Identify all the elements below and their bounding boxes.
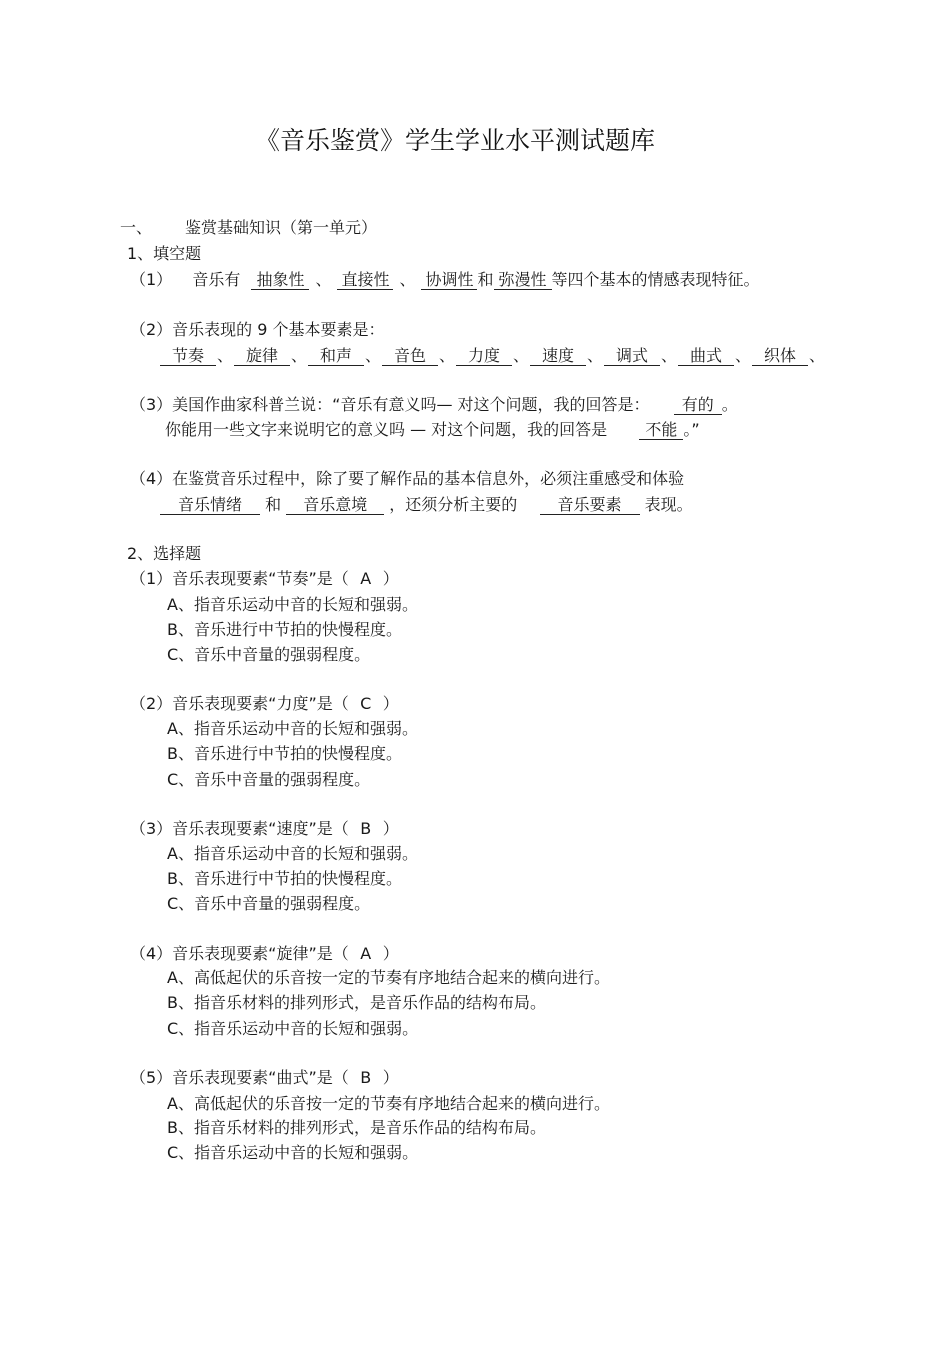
q3-line1-end: 。 bbox=[721, 395, 738, 414]
separator: 、 bbox=[808, 346, 825, 365]
choice-option: A、指音乐运动中音的长短和强弱。 bbox=[167, 595, 418, 614]
answer-blank: 弥漫性 bbox=[494, 270, 552, 290]
choice-option: B、指音乐材料的排列形式，是音乐作品的结构布局。 bbox=[167, 1118, 546, 1137]
separator: 、 bbox=[290, 346, 307, 365]
answer-blank: 有的 bbox=[674, 395, 722, 415]
separator: 、 bbox=[315, 270, 332, 289]
question-answer: A bbox=[360, 944, 372, 963]
question-close: ） bbox=[382, 1068, 399, 1087]
choice-option: A、指音乐运动中音的长短和强弱。 bbox=[167, 719, 418, 738]
choice-question-1 bbox=[130, 569, 399, 589]
q4-end: 表现。 bbox=[644, 495, 693, 514]
answer-blank: 曲式 bbox=[678, 346, 734, 366]
choice-option: A、高低起伏的乐音按一定的节奏有序地结合起来的横向进行。 bbox=[167, 968, 610, 987]
separator: 、 bbox=[216, 346, 233, 365]
fill-question-3-line2 bbox=[165, 420, 700, 440]
choice-option: A、高低起伏的乐音按一定的节奏有序地结合起来的横向进行。 bbox=[167, 1094, 610, 1113]
q3-line2-end: 。” bbox=[683, 420, 700, 439]
answer-blank: 音色 bbox=[382, 346, 438, 366]
fill-question-2-answers bbox=[160, 346, 826, 366]
separator: 、 bbox=[586, 346, 603, 365]
q3-line2-text: 你能用一些文字来说明它的意义吗 — 对这个问题，我的回答是 bbox=[165, 420, 608, 439]
question-answer: C bbox=[360, 694, 372, 713]
question-answer: A bbox=[360, 569, 372, 588]
answer-blank: 调式 bbox=[604, 346, 660, 366]
question-stem: （1）音乐表现要素“节奏”是（ bbox=[130, 569, 349, 588]
separator: 、 bbox=[660, 346, 677, 365]
answer-blank: 速度 bbox=[530, 346, 586, 366]
q1-number: （1） bbox=[130, 270, 173, 289]
choice-option: C、指音乐运动中音的长短和强弱。 bbox=[167, 1143, 419, 1162]
answer-blank: 音乐意境 bbox=[286, 495, 384, 515]
section-number: 一、 bbox=[120, 218, 153, 237]
section-heading: 鉴赏基础知识（第一单元） bbox=[185, 218, 378, 237]
separator: 、 bbox=[734, 346, 751, 365]
choice-question-5 bbox=[130, 1068, 399, 1088]
choice-option: B、音乐进行中节拍的快慢程度。 bbox=[167, 620, 402, 639]
answer-blank: 音乐情绪 bbox=[160, 495, 260, 515]
answer-blank: 节奏 bbox=[160, 346, 216, 366]
question-stem: （3）音乐表现要素“速度”是（ bbox=[130, 819, 349, 838]
question-stem: （5）音乐表现要素“曲式”是（ bbox=[130, 1068, 349, 1087]
q1-suffix: 等四个基本的情感表现特征。 bbox=[551, 270, 760, 289]
separator: 、 bbox=[364, 346, 381, 365]
choice-option: C、音乐中音量的强弱程度。 bbox=[167, 645, 371, 664]
question-close: ） bbox=[382, 944, 399, 963]
choice-option: C、指音乐运动中音的长短和强弱。 bbox=[167, 1019, 419, 1038]
choice-question-4 bbox=[130, 944, 399, 964]
answer-blank: 协调性 bbox=[421, 270, 477, 290]
answer-blank: 不能 bbox=[639, 420, 683, 440]
answer-blank: 和声 bbox=[308, 346, 364, 366]
answer-blank: 织体 bbox=[752, 346, 808, 366]
fill-question-3-line1 bbox=[130, 395, 738, 415]
answer-blank: 直接性 bbox=[337, 270, 393, 290]
question-close: ） bbox=[382, 694, 399, 713]
q4-and: 和 bbox=[265, 495, 282, 514]
choice-option: B、指音乐材料的排列形式，是音乐作品的结构布局。 bbox=[167, 993, 546, 1012]
page-title: 《音乐鉴赏》学生学业水平测试题库 bbox=[255, 126, 656, 155]
fill-question-1 bbox=[130, 270, 760, 290]
answer-blank: 旋律 bbox=[234, 346, 290, 366]
q1-and: 和 bbox=[477, 270, 494, 289]
answer-blank: 音乐要素 bbox=[540, 495, 640, 515]
q3-line1-text: （3）美国作曲家科普兰说：“音乐有意义吗— 对这个问题，我的回答是： bbox=[130, 395, 650, 414]
question-stem: （2）音乐表现要素“力度”是（ bbox=[130, 694, 349, 713]
q1-prefix: 音乐有 bbox=[192, 270, 241, 289]
choice-option: A、指音乐运动中音的长短和强弱。 bbox=[167, 844, 418, 863]
question-close: ） bbox=[382, 819, 399, 838]
part1-label: 1、填空题 bbox=[127, 244, 202, 263]
fill-question-4-line1: （4）在鉴赏音乐过程中，除了要了解作品的基本信息外，必须注重感受和体验 bbox=[130, 469, 685, 488]
choice-option: C、音乐中音量的强弱程度。 bbox=[167, 894, 371, 913]
choice-question-2 bbox=[130, 694, 399, 714]
part2-label: 2、选择题 bbox=[127, 544, 202, 563]
fill-question-2-stem: （2）音乐表现的 9 个基本要素是： bbox=[130, 320, 385, 339]
separator: 、 bbox=[399, 270, 416, 289]
fill-question-4-line2 bbox=[160, 495, 693, 515]
answer-blank: 力度 bbox=[456, 346, 512, 366]
choice-option: B、音乐进行中节拍的快慢程度。 bbox=[167, 869, 402, 888]
question-answer: B bbox=[360, 1068, 372, 1087]
choice-option: B、音乐进行中节拍的快慢程度。 bbox=[167, 744, 402, 763]
answer-blank: 抽象性 bbox=[251, 270, 309, 290]
q4-middle: ，还须分析主要的 bbox=[389, 495, 518, 514]
question-close: ） bbox=[382, 569, 399, 588]
separator: 、 bbox=[438, 346, 455, 365]
separator: 、 bbox=[512, 346, 529, 365]
choice-question-3 bbox=[130, 819, 399, 839]
question-stem: （4）音乐表现要素“旋律”是（ bbox=[130, 944, 349, 963]
question-answer: B bbox=[360, 819, 372, 838]
choice-option: C、音乐中音量的强弱程度。 bbox=[167, 770, 371, 789]
